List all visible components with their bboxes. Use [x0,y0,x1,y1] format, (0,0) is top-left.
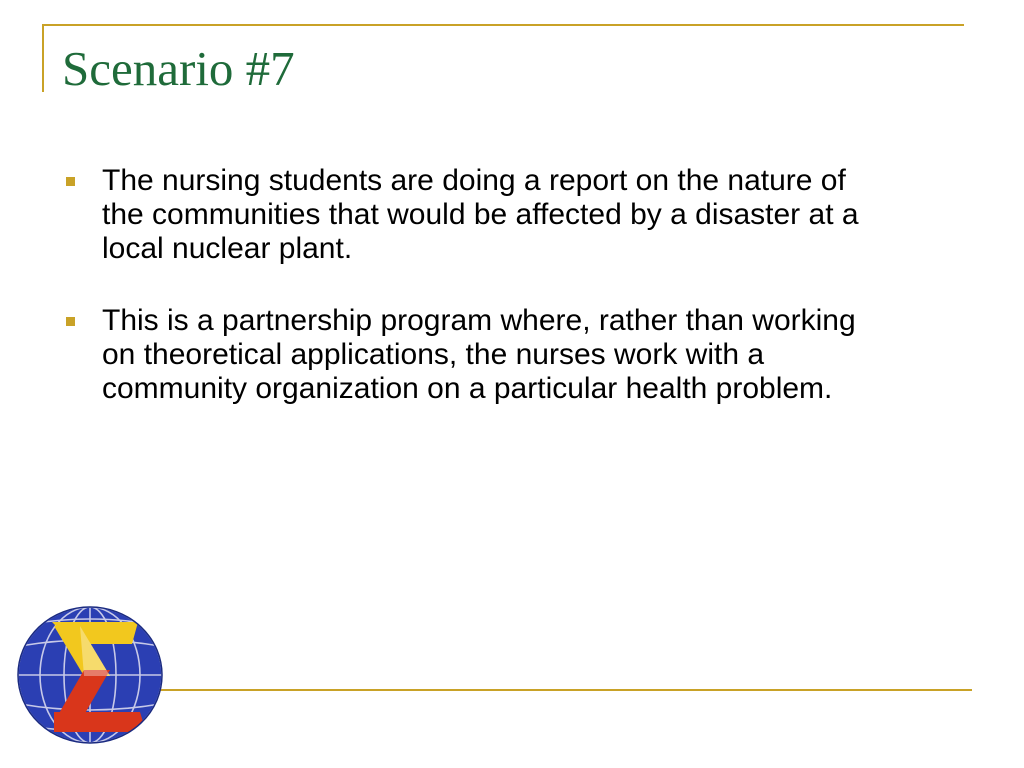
bullet-item [66,304,886,406]
square-bullet-icon [66,177,75,186]
top-rule-horizontal [42,24,964,26]
slide-title: Scenario #7 [62,41,295,96]
bottom-rule [160,689,972,691]
bullet-list [66,164,886,444]
bullet-text: The nursing students are doing a report on the nature of the communities that would be affected by a disaster at a local nuclear plant. [102,164,859,265]
sigma-globe-logo-icon [14,604,166,746]
bullet-text: This is a partnership program where, rather than working on theoretical applications, the nurses work with a community organization on a particular health problem. [102,304,856,405]
square-bullet-icon [66,317,75,326]
top-rule-vertical [42,24,44,92]
bullet-item [66,164,886,266]
